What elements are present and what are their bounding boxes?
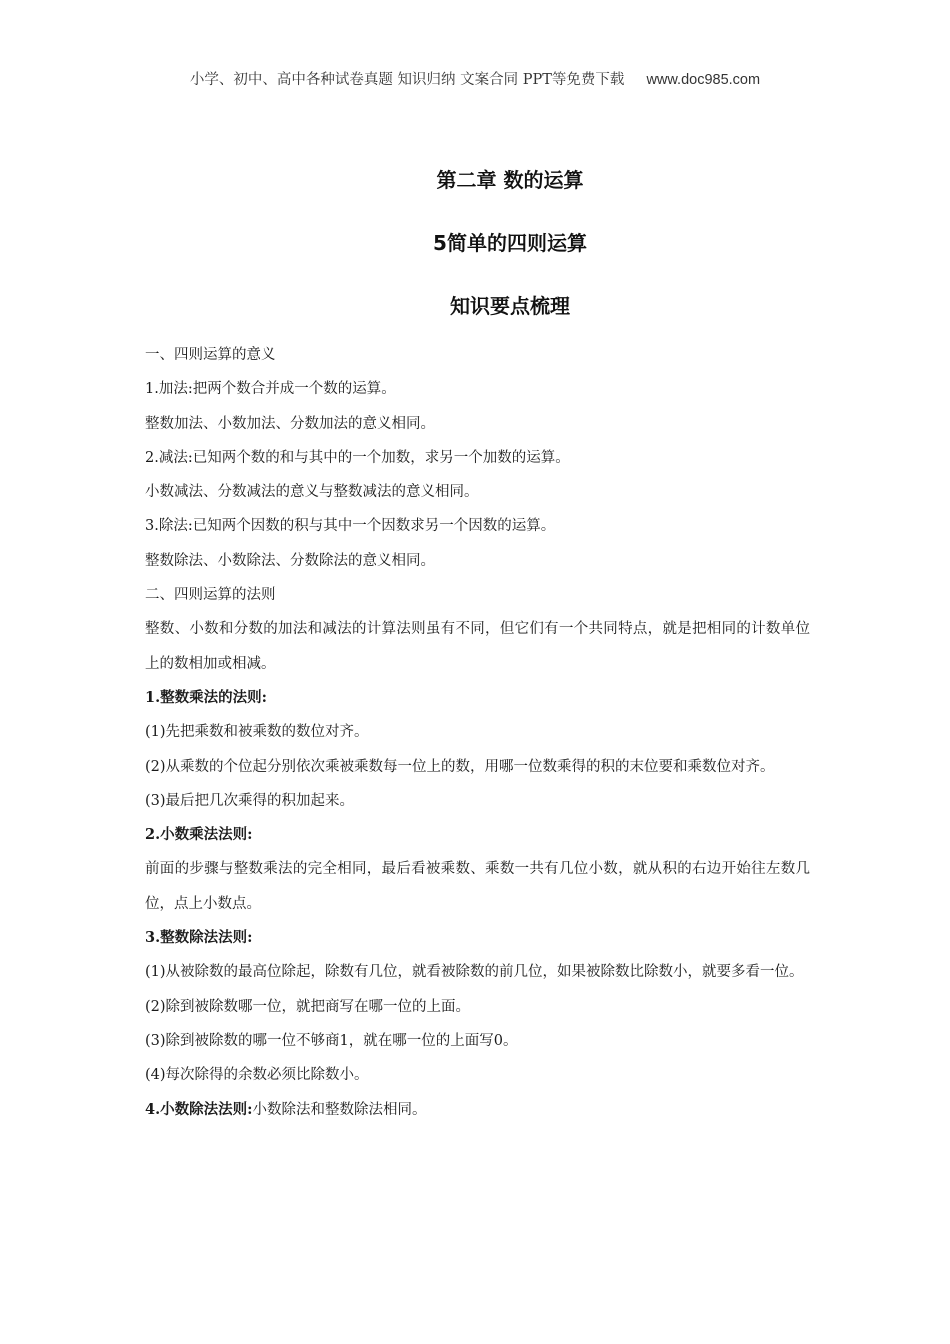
int-multiplication-heading: 1.整数乘法的法则: xyxy=(145,688,267,706)
document-body xyxy=(145,338,810,1127)
chapter-title: 第二章 数的运算 xyxy=(436,168,584,192)
int-division-step-3: (3)除到被除数的哪一位不够商1，就在哪一位的上面写0。 xyxy=(145,1032,518,1049)
header-text: 小学、初中、高中各种试卷真题 知识归纳 文案合同 PPT等免费下载 xyxy=(189,72,625,88)
int-division-step-2: (2)除到被除数哪一位，就把商写在哪一位的上面。 xyxy=(145,998,471,1015)
int-multiplication-step-2: (2)从乘数的个位起分别依次乘被乘数每一位上的数，用哪一位数乘得的积的末位要和乘数位对齐。 xyxy=(145,758,775,775)
decimal-division-rule: 4.小数除法法则:小数除法和整数除法相同。 xyxy=(145,1100,427,1118)
heading-rules: 二、四则运算的法则 xyxy=(145,587,276,604)
header-site: www.doc985.com xyxy=(646,72,761,88)
heading-meaning: 一、四则运算的意义 xyxy=(145,347,276,363)
int-multiplication-step-3: (3)最后把几次乘得的积加起来。 xyxy=(145,792,355,809)
int-multiplication-step-1: (1)先把乘数和被乘数的数位对齐。 xyxy=(145,724,369,741)
section-title: 5简单的四则运算 xyxy=(433,231,587,255)
division-note: 整数除法、小数除法、分数除法的意义相同。 xyxy=(145,552,435,569)
subtraction-note: 小数减法、分数减法的意义与整数减法的意义相同。 xyxy=(145,484,479,501)
addition-definition: 1.加法:把两个数合并成一个数的运算。 xyxy=(145,381,396,398)
division-definition: 3.除法:已知两个因数的积与其中一个因数求另一个因数的运算。 xyxy=(145,518,556,535)
int-division-step-1: (1)从被除数的最高位除起，除数有几位，就看被除数的前几位，如果被除数比除数小，就要多看一位。 xyxy=(145,964,804,981)
int-division-heading: 3.整数除法法则: xyxy=(145,929,253,947)
decimal-multiplication-rule: 前面的步骤与整数乘法的完全相同，最后看被乘数、乘数一共有几位小数，就从积的右边开始往左数几位，点上小数点。 xyxy=(145,861,810,912)
decimal-multiplication-heading: 2.小数乘法法则: xyxy=(145,826,253,844)
addition-note: 整数加法、小数加法、分数加法的意义相同。 xyxy=(145,415,435,432)
int-division-step-4: (4)每次除得的余数必须比除数小。 xyxy=(145,1067,369,1084)
add-sub-rule-paragraph: 整数、小数和分数的加法和减法的计算法则虽有不同，但它们有一个共同特点，就是把相同的计数单位上的数相加或相减。 xyxy=(145,621,810,672)
subtitle: 知识要点梳理 xyxy=(450,294,570,318)
page-header xyxy=(0,68,950,89)
subtraction-definition: 2.减法:已知两个数的和与其中的一个加数，求另一个加数的运算。 xyxy=(145,449,570,466)
